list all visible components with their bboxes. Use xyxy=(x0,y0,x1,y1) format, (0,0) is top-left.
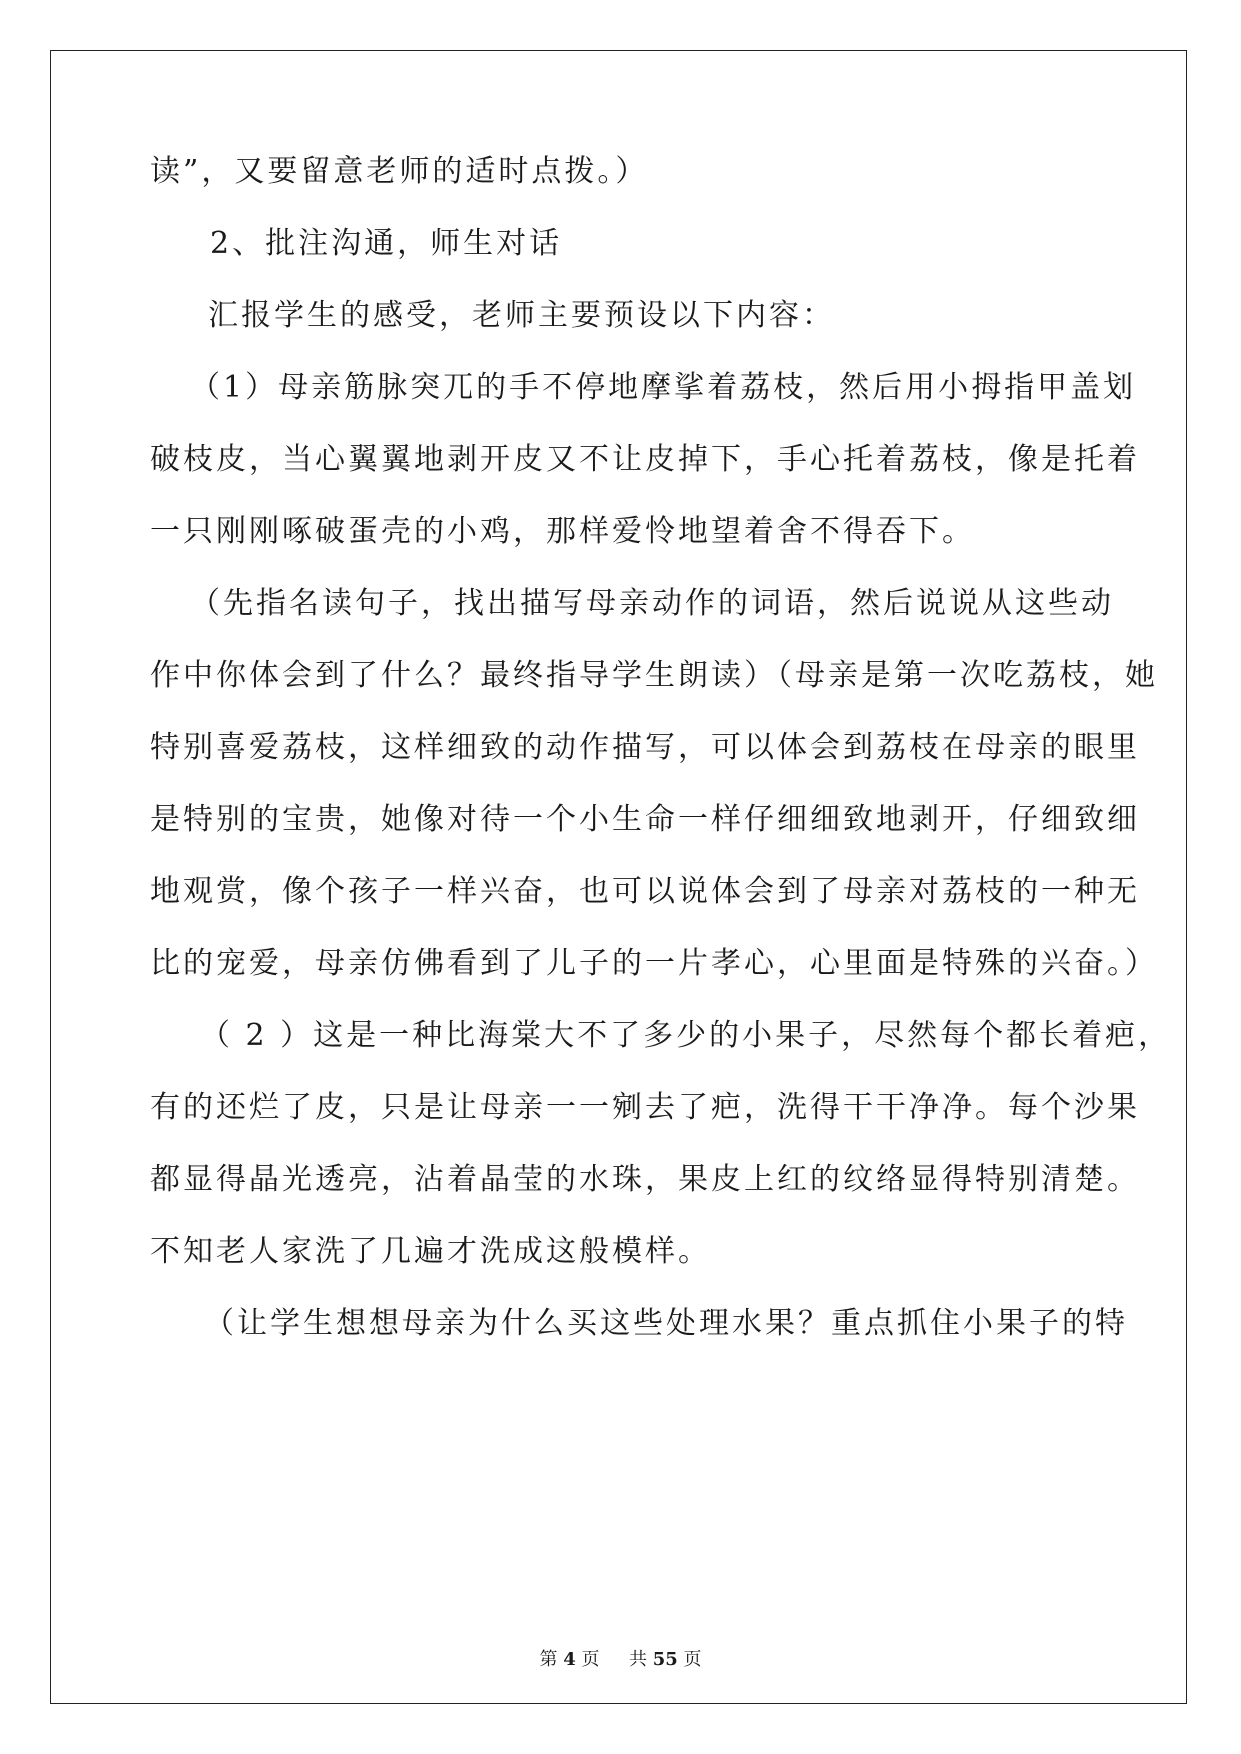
text-line: （让学生想想母亲为什么买这些处理水果？重点抓住小果子的特 xyxy=(204,1306,1128,1341)
page-footer xyxy=(0,1648,1241,1672)
page-number: 4 xyxy=(563,1649,576,1670)
text-line: 2、批注沟通，师生对话 xyxy=(210,226,563,261)
text-line: 作中你体会到了什么？最终指导学生朗读）（母亲是第一次吃荔枝，她 xyxy=(150,658,1158,693)
text-line: 一只刚刚啄破蛋壳的小鸡，那样爱怜地望着舍不得吞下。 xyxy=(150,514,975,549)
text-line: 有的还烂了皮，只是让母亲一一剜去了疤，洗得干干净净。每个沙果 xyxy=(150,1090,1140,1125)
text-line: 不知老人家洗了几遍才洗成这般模样。 xyxy=(150,1234,711,1269)
text-line: 地观赏，像个孩子一样兴奋，也可以说体会到了母亲对荔枝的一种无 xyxy=(150,874,1140,909)
text-line: 比的宠爱，母亲仿佛看到了儿子的一片孝心，心里面是特殊的兴奋。） xyxy=(150,946,1158,981)
text-line: 破枝皮，当心翼翼地剥开皮又不让皮掉下，手心托着荔枝，像是托着 xyxy=(150,442,1140,477)
text-line: 都显得晶光透亮，沾着晶莹的水珠，果皮上红的纹络显得特别清楚。 xyxy=(150,1162,1140,1197)
text-line: （1）母亲筋脉突兀的手不停地摩挲着荔枝，然后用小拇指甲盖划 xyxy=(190,370,1137,405)
text-line: （先指名读句子，找出描写母亲动作的词语，然后说说从这些动 xyxy=(190,586,1114,621)
text-line: （ 2 ）这是一种比海棠大不了多少的小果子，尽然每个都长着疤， xyxy=(200,1018,1172,1053)
text-line: 读”，又要留意老师的适时点拨。） xyxy=(150,154,649,189)
text-line: 汇报学生的感受，老师主要预设以下内容： xyxy=(208,298,835,333)
page-suffix: 页 xyxy=(581,1649,600,1670)
total-suffix: 页 xyxy=(683,1649,702,1670)
page-prefix: 第 xyxy=(539,1649,558,1670)
text-line: 是特别的宝贵，她像对待一个小生命一样仔细细致地剥开，仔细致细 xyxy=(150,802,1140,837)
total-pages: 55 xyxy=(652,1649,678,1670)
total-prefix: 共 xyxy=(628,1649,647,1670)
text-line: 特别喜爱荔枝，这样细致的动作描写，可以体会到荔枝在母亲的眼里 xyxy=(150,730,1140,765)
